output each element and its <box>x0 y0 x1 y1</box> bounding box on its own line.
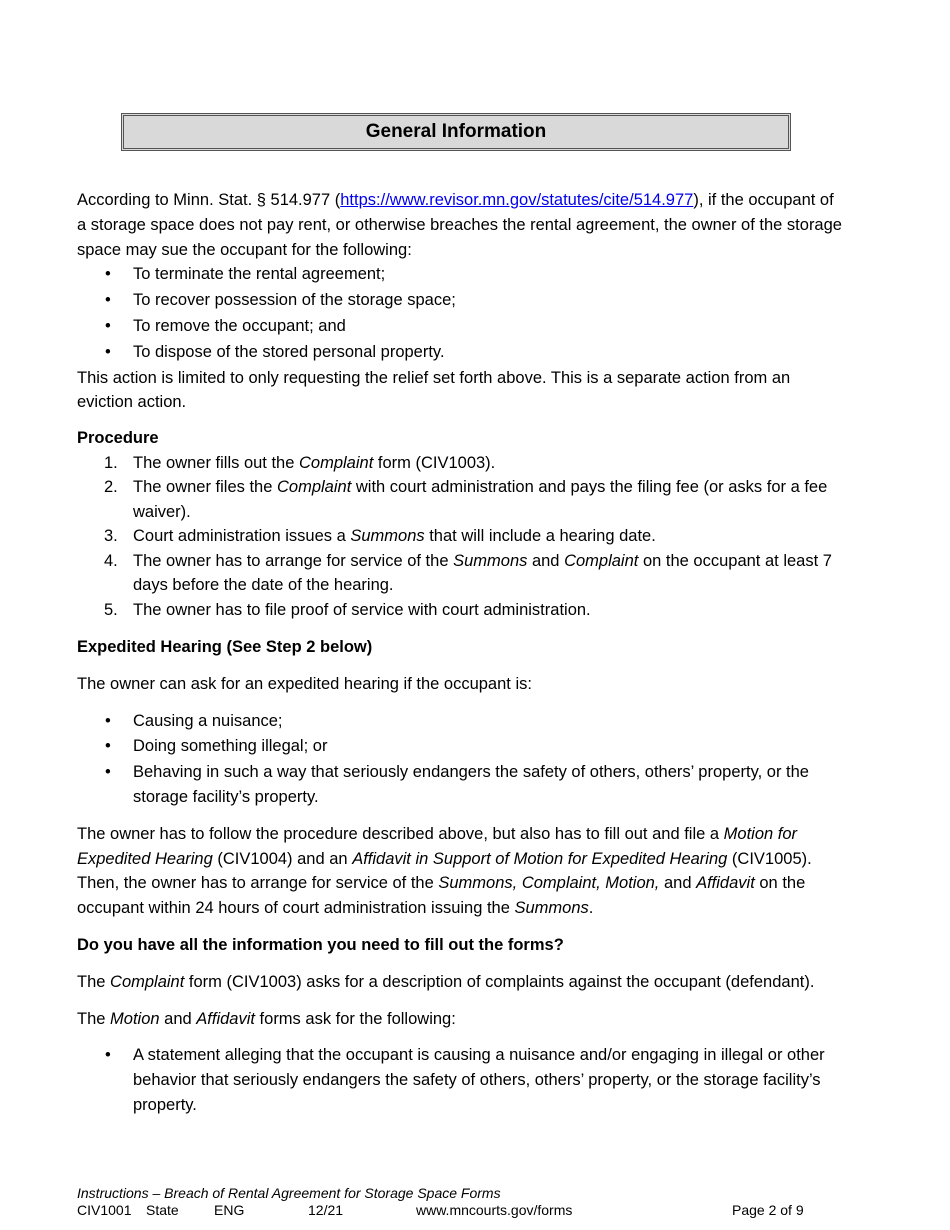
step-text: and <box>527 551 565 570</box>
bullet-icon: • <box>105 737 111 756</box>
step-text: that will include a hearing date. <box>424 527 656 546</box>
procedure-section <box>77 426 847 622</box>
footer-language: ENG <box>214 1202 245 1218</box>
list-item <box>77 262 847 287</box>
step-italic: Complaint <box>299 453 374 472</box>
list-item <box>77 709 847 734</box>
step-number: 5. <box>104 600 118 619</box>
list-item <box>77 1043 847 1117</box>
statute-link[interactable]: https://www.revisor.mn.gov/statutes/cite/514.977 <box>340 191 694 209</box>
section-title: General Information <box>365 121 547 142</box>
intro-suffix: ), if the occupant of a storage space does not pay rent, or otherwise breaches the rental agreement, the owner of the storage space may sue the occupant for the following: <box>77 191 842 259</box>
list-item-text: Doing something illegal; or <box>133 737 328 756</box>
list-item-text: To remove the occupant; and <box>133 316 346 335</box>
procedure-step <box>77 598 847 623</box>
step-italic: Summons <box>453 551 528 570</box>
list-item <box>77 314 847 339</box>
footer-date: 12/21 <box>308 1202 344 1218</box>
expedited-lead: The owner can ask for an expedited hearing if the occupant is: <box>77 674 532 693</box>
procedure-step <box>77 524 847 549</box>
info-section <box>77 933 847 1119</box>
list-item-text: To dispose of the stored personal property. <box>133 342 445 361</box>
expedited-bullet-list <box>77 709 847 810</box>
list-item-text: Causing a nuisance; <box>133 711 283 730</box>
bullet-icon: • <box>105 291 111 310</box>
para-italic: Affidavit in Support of Motion for Expedited Hearing <box>352 849 728 868</box>
para-italic: Summons, Complaint, Motion, <box>438 874 660 893</box>
info-paragraph-2 <box>77 1007 847 1032</box>
info-heading: Do you have all the information you need to fill out the forms? <box>77 936 564 954</box>
step-text: with court administration and pays the filing fee (or asks for a fee waiver). <box>133 478 828 521</box>
expedited-heading: Expedited Hearing (See Step 2 below) <box>77 638 373 656</box>
step-number: 4. <box>104 551 118 570</box>
step-text: Court administration issues a <box>133 527 351 546</box>
para-italic: Motion for Expedited Hearing <box>77 824 798 868</box>
procedure-heading: Procedure <box>77 429 159 447</box>
para-text: on the occupant within 24 hours of court administration issuing the <box>77 874 806 918</box>
para-text: (CIV1004) and an <box>212 849 353 868</box>
list-item-text: A statement alleging that the occupant is causing a nuisance and/or engaging in illegal or other behavior that seriously endangers the safety of others, others’ property, or the storage facility’s property. <box>133 1046 825 1114</box>
para-italic: Affidavit <box>196 1009 255 1028</box>
bullet-icon: • <box>105 342 111 361</box>
step-italic: Summons <box>350 527 425 546</box>
intro-prefix: According to Minn. Stat. § 514.977 ( <box>77 191 341 209</box>
footer-title: Instructions – Breach of Rental Agreement for Storage Space Forms <box>77 1185 501 1201</box>
footer-url: www.mncourts.gov/forms <box>416 1202 573 1218</box>
expedited-paragraph <box>77 822 847 921</box>
step-number: 2. <box>104 478 118 497</box>
para-text: forms ask for the following: <box>254 1009 456 1028</box>
para-italic: Summons <box>514 899 589 918</box>
procedure-step <box>77 475 847 524</box>
step-italic: Complaint <box>277 478 352 497</box>
procedure-steps <box>77 451 847 623</box>
footer-state: State <box>146 1202 179 1218</box>
bullet-icon: • <box>105 763 111 782</box>
page-footer <box>77 1185 837 1219</box>
intro-section <box>77 188 847 415</box>
list-item-text: To terminate the rental agreement; <box>133 265 386 284</box>
step-number: 3. <box>104 527 118 546</box>
para-text: The owner has to follow the procedure described above, but also has to fill out and file a <box>77 824 724 843</box>
para-text: The <box>77 972 111 991</box>
para-text: form (CIV1003) asks for a description of complaints against the occupant (defendant). <box>184 972 815 991</box>
step-text: form (CIV1003). <box>373 453 496 472</box>
intro-paragraph <box>77 188 847 262</box>
bullet-icon: • <box>105 711 111 730</box>
list-item-text: To recover possession of the storage space; <box>133 291 456 310</box>
intro-bullet-list <box>77 262 847 364</box>
para-italic: Motion <box>110 1009 160 1028</box>
list-item <box>77 340 847 365</box>
list-item <box>77 288 847 313</box>
bullet-icon: • <box>105 316 111 335</box>
list-item <box>77 760 847 810</box>
step-italic: Complaint <box>564 551 639 570</box>
list-item <box>77 734 847 759</box>
step-text: The owner has to arrange for service of the <box>133 551 454 570</box>
step-text: The owner fills out the <box>133 453 299 472</box>
list-item-text: Behaving in such a way that seriously endangers the safety of others, others’ property, or the storage facility’s property. <box>133 763 809 806</box>
limited-paragraph: This action is limited to only requesting the relief set forth above. This is a separate action from an eviction action. <box>77 368 791 412</box>
info-paragraph-1 <box>77 970 847 995</box>
step-text: The owner has to file proof of service with court administration. <box>133 600 591 619</box>
step-number: 1. <box>104 453 118 472</box>
info-bullet-list <box>77 1043 847 1117</box>
footer-form-code: CIV1001 <box>77 1202 132 1218</box>
footer-row <box>77 1202 837 1219</box>
para-italic: Affidavit <box>696 874 755 893</box>
step-text: The owner files the <box>133 478 277 497</box>
para-text: The <box>77 1009 111 1028</box>
para-text: (CIV1005). Then, the owner has to arrange for service of the <box>77 849 812 893</box>
section-title-box <box>121 113 791 151</box>
bullet-icon: • <box>105 1046 111 1065</box>
para-text: and <box>659 874 697 893</box>
procedure-step <box>77 549 847 598</box>
bullet-icon: • <box>105 265 111 284</box>
para-text: and <box>159 1009 197 1028</box>
step-text: on the occupant at least 7 days before the date of the hearing. <box>133 551 832 595</box>
expedited-section <box>77 635 847 921</box>
para-italic: Complaint <box>110 972 185 991</box>
footer-page-number: Page 2 of 9 <box>732 1202 804 1218</box>
para-text: . <box>588 899 594 918</box>
procedure-step <box>77 451 847 476</box>
